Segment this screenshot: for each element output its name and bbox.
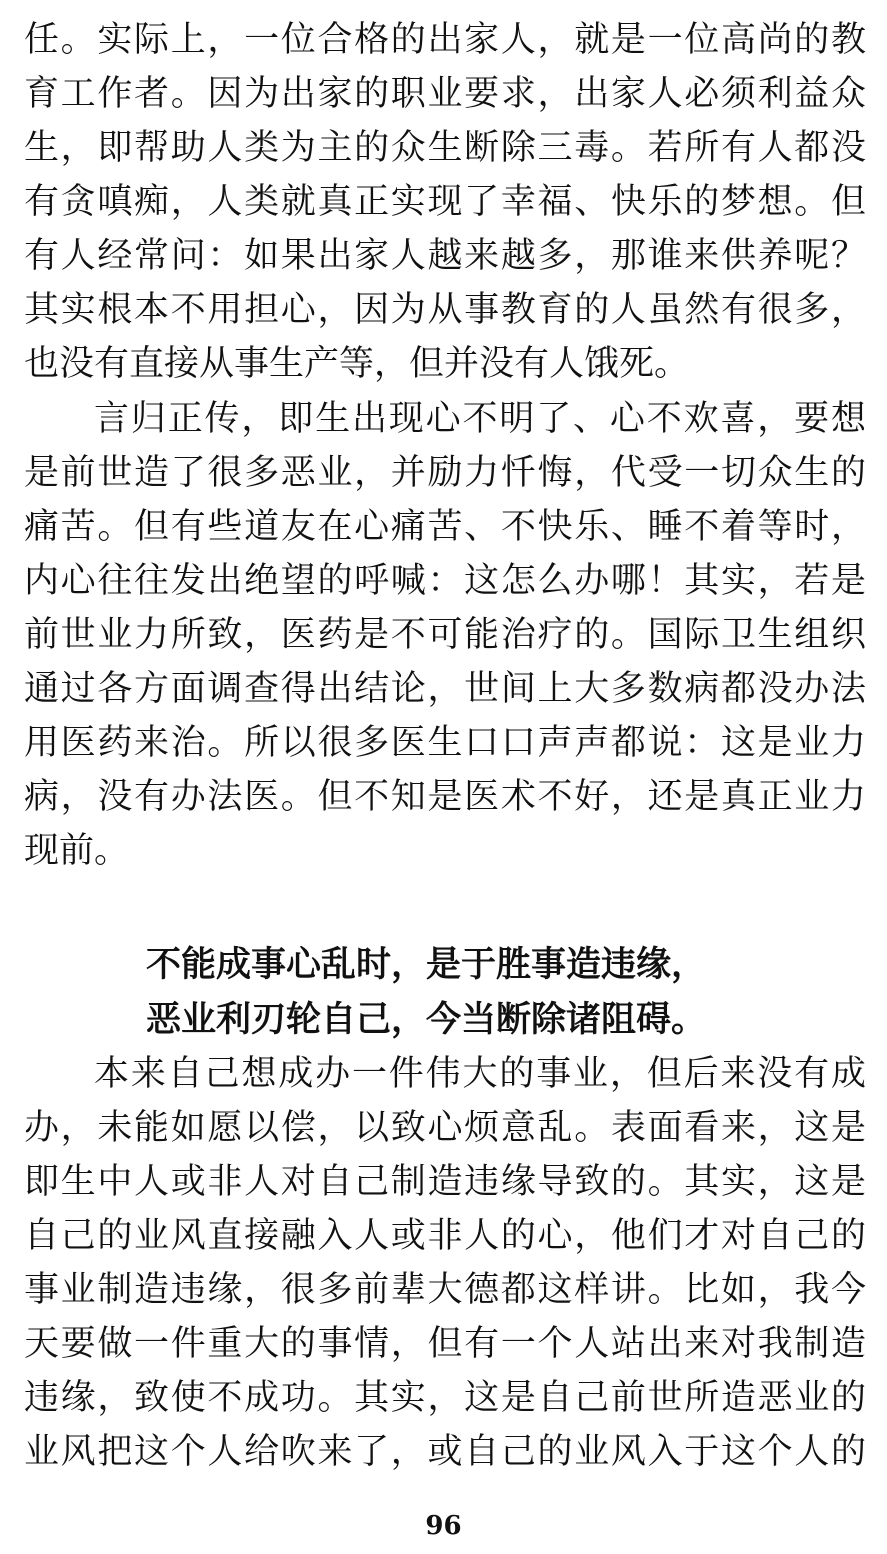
paragraph-1-line-2: 育工作者。因为出家的职业要求，出家人必须利益众 <box>24 74 866 114</box>
paragraph-1-line-5: 有人经常问：如果出家人越来越多，那谁来供养呢？ <box>24 236 866 276</box>
paragraph-3-line-8: 业风把这个人给吹来了，或自己的业风入于这个人的 <box>24 1432 866 1472</box>
page-number: 96 <box>425 1511 462 1541</box>
paragraph-3-line-4: 自己的业风直接融入人或非人的心，他们才对自己的 <box>24 1216 866 1256</box>
paragraph-2-line-9: 现前。 <box>24 831 130 871</box>
verse-line-1: 不能成事心乱时，是于胜事造违缘， <box>146 944 707 985</box>
paragraph-2-line-6: 通过各方面调查得出结论，世间上大多数病都没办法 <box>24 669 866 709</box>
paragraph-1-line-6: 其实根本不用担心，因为从事教育的人虽然有很多， <box>24 290 866 330</box>
paragraph-2-line-1: 言归正传，即生出现心不明了、心不欢喜，要想 <box>94 399 866 439</box>
paragraph-2-line-3: 痛苦。但有些道友在心痛苦、不快乐、睡不着等时， <box>24 507 866 547</box>
paragraph-2-line-4: 内心往往发出绝望的呼喊：这怎么办哪！其实，若是 <box>24 561 866 601</box>
paragraph-2-line-5: 前世业力所致，医药是不可能治疗的。国际卫生组织 <box>24 615 866 655</box>
paragraph-1-line-1: 任。实际上，一位合格的出家人，就是一位高尚的教 <box>24 20 866 60</box>
paragraph-1-line-3: 生，即帮助人类为主的众生断除三毒。若所有人都没 <box>24 128 866 168</box>
paragraph-2-line-7: 用医药来治。所以很多医生口口声声都说：这是业力 <box>24 723 866 763</box>
paragraph-2-line-8: 病，没有办法医。但不知是医术不好，还是真正业力 <box>24 777 866 817</box>
verse-line-2: 恶业利刃轮自己，今当断除诸阻碍。 <box>146 999 707 1040</box>
paragraph-2-line-2: 是前世造了很多恶业，并励力忏悔，代受一切众生的 <box>24 453 866 493</box>
paragraph-3-line-2: 办，未能如愿以偿，以致心烦意乱。表面看来，这是 <box>24 1108 866 1148</box>
paragraph-1-line-7: 也没有直接从事生产等，但并没有人饿死。 <box>24 344 690 384</box>
paragraph-1-line-4: 有贪嗔痴，人类就真正实现了幸福、快乐的梦想。但 <box>24 182 866 222</box>
paragraph-3-line-7: 违缘，致使不成功。其实，这是自己前世所造恶业的 <box>24 1378 866 1418</box>
paragraph-3-line-6: 天要做一件重大的事情，但有一个人站出来对我制造 <box>24 1324 866 1364</box>
paragraph-3-line-1: 本来自己想成办一件伟大的事业，但后来没有成 <box>94 1054 866 1094</box>
paragraph-3-line-3: 即生中人或非人对自己制造违缘导致的。其实，这是 <box>24 1162 866 1202</box>
paragraph-3-line-5: 事业制造违缘，很多前辈大德都这样讲。比如，我今 <box>24 1270 866 1310</box>
